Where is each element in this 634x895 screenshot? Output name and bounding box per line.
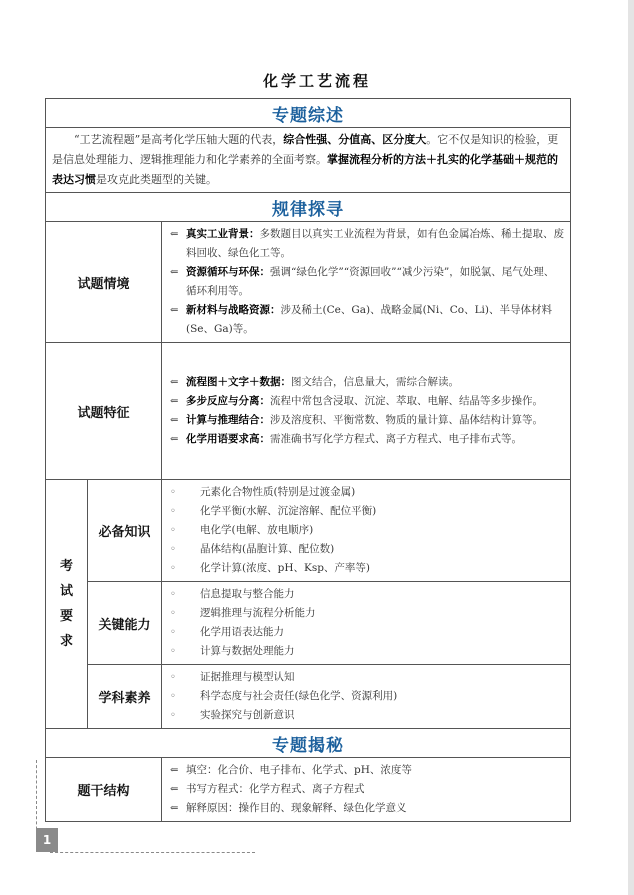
section-heading-patterns: 规律探寻 <box>46 193 571 222</box>
circle-bullet-icon: ◦ <box>170 691 176 702</box>
list-item: ◦ 化学计算(浓度、pH、Ksp、产率等) <box>170 559 564 578</box>
list-item: ◦ 信息提取与整合能力 <box>170 585 564 604</box>
arrow-bullet-icon: ⇐ <box>170 396 179 407</box>
circle-bullet-icon: ◦ <box>170 672 176 683</box>
row-label-structure: 题干结构 <box>46 758 162 822</box>
circle-bullet-icon: ◦ <box>170 646 176 657</box>
list-item: ⇐ 真实工业背景：多数题目以真实工业流程为背景，如有色金属冶炼、稀土提取、废料回收、绿色化工等。 <box>170 225 564 263</box>
literacy-list <box>162 665 571 729</box>
arrow-bullet-icon: ⇐ <box>170 803 179 814</box>
section-heading-reveal: 专题揭秘 <box>46 729 571 758</box>
arrow-bullet-icon: ⇐ <box>170 784 179 795</box>
group-label-literacy: 学科素养 <box>88 665 162 729</box>
list-item: ⇐ 解释原因：操作目的、现象解释、绿色化学意义 <box>170 799 564 818</box>
arrow-bullet-icon: ⇐ <box>170 229 179 240</box>
list-item: ◦ 化学平衡(水解、沉淀溶解、配位平衡) <box>170 502 564 521</box>
arrow-bullet-icon: ⇐ <box>170 415 179 426</box>
arrow-bullet-icon: ⇐ <box>170 765 179 776</box>
list-item: ◦ 科学态度与社会责任(绿色化学、资源利用) <box>170 687 564 706</box>
list-item: ⇐ 计算与推理结合：涉及溶度积、平衡常数、物质的量计算、晶体结构计算等。 <box>170 411 564 430</box>
row-label-features: 试题特征 <box>46 343 162 480</box>
list-item: ⇐ 书写方程式：化学方程式、离子方程式 <box>170 780 564 799</box>
list-item: ◦ 晶体结构(晶胞计算、配位数) <box>170 540 564 559</box>
list-item: ⇐ 化学用语要求高：需准确书写化学方程式、离子方程式、电子排布式等。 <box>170 430 564 449</box>
ability-list <box>162 582 571 665</box>
list-item: ◦ 证据推理与模型认知 <box>170 668 564 687</box>
content-table <box>45 98 571 822</box>
list-item: ⇐ 资源循环与环保：强调“绿色化学”“资源回收”“减少污染”，如脱氯、尾气处理、循环利用等。 <box>170 263 564 301</box>
arrow-bullet-icon: ⇐ <box>170 377 179 388</box>
footer-dashed-line-horizontal <box>50 852 255 853</box>
situation-list <box>162 222 571 343</box>
arrow-bullet-icon: ⇐ <box>170 267 179 278</box>
page-number: 1 <box>36 828 58 852</box>
circle-bullet-icon: ◦ <box>170 608 176 619</box>
knowledge-list <box>162 480 571 582</box>
circle-bullet-icon: ◦ <box>170 506 176 517</box>
overview-paragraph: “工艺流程题”是高考化学压轴大题的代表，综合性强、分值高、区分度大。它不仅是知识的检验，更是信息处理能力、逻辑推理能力和化学素养的全面考察。掌握流程分析的方法＋扎实的化学基础＋规范的表达习惯是攻克此类题型的关键。 <box>46 128 571 193</box>
circle-bullet-icon: ◦ <box>170 525 176 536</box>
group-label-ability: 关键能力 <box>88 582 162 665</box>
arrow-bullet-icon: ⇐ <box>170 434 179 445</box>
row-label-requirements: 考 试 要 求 <box>46 480 88 729</box>
list-item: ⇐ 流程图＋文字＋数据：图文结合，信息量大，需综合解读。 <box>170 373 564 392</box>
list-item: ◦ 计算与数据处理能力 <box>170 642 564 661</box>
circle-bullet-icon: ◦ <box>170 589 176 600</box>
list-item: ⇐ 多步反应与分离：流程中常包含浸取、沉淀、萃取、电解、结晶等多步操作。 <box>170 392 564 411</box>
circle-bullet-icon: ◦ <box>170 627 176 638</box>
list-item: ⇐ 填空：化合价、电子排布、化学式、pH、浓度等 <box>170 761 564 780</box>
structure-list <box>162 758 571 822</box>
list-item: ◦ 逻辑推理与流程分析能力 <box>170 604 564 623</box>
section-heading-overview: 专题综述 <box>46 99 571 128</box>
row-label-situation: 试题情境 <box>46 222 162 343</box>
page-gutter <box>628 0 634 895</box>
group-label-knowledge: 必备知识 <box>88 480 162 582</box>
circle-bullet-icon: ◦ <box>170 487 176 498</box>
circle-bullet-icon: ◦ <box>170 710 176 721</box>
circle-bullet-icon: ◦ <box>170 563 176 574</box>
list-item: ◦ 实验探究与创新意识 <box>170 706 564 725</box>
circle-bullet-icon: ◦ <box>170 544 176 555</box>
list-item: ◦ 电化学(电解、放电顺序) <box>170 521 564 540</box>
list-item: ◦ 元素化合物性质(特别是过渡金属) <box>170 483 564 502</box>
list-item: ⇐ 新材料与战略资源：涉及稀土(Ce、Ga)、战略金属(Ni、Co、Li)、半导体材料(Se、Ga)等。 <box>170 301 564 339</box>
arrow-bullet-icon: ⇐ <box>170 305 179 316</box>
page-title: 化学工艺流程 <box>262 72 371 90</box>
features-list <box>162 343 571 480</box>
list-item: ◦ 化学用语表达能力 <box>170 623 564 642</box>
